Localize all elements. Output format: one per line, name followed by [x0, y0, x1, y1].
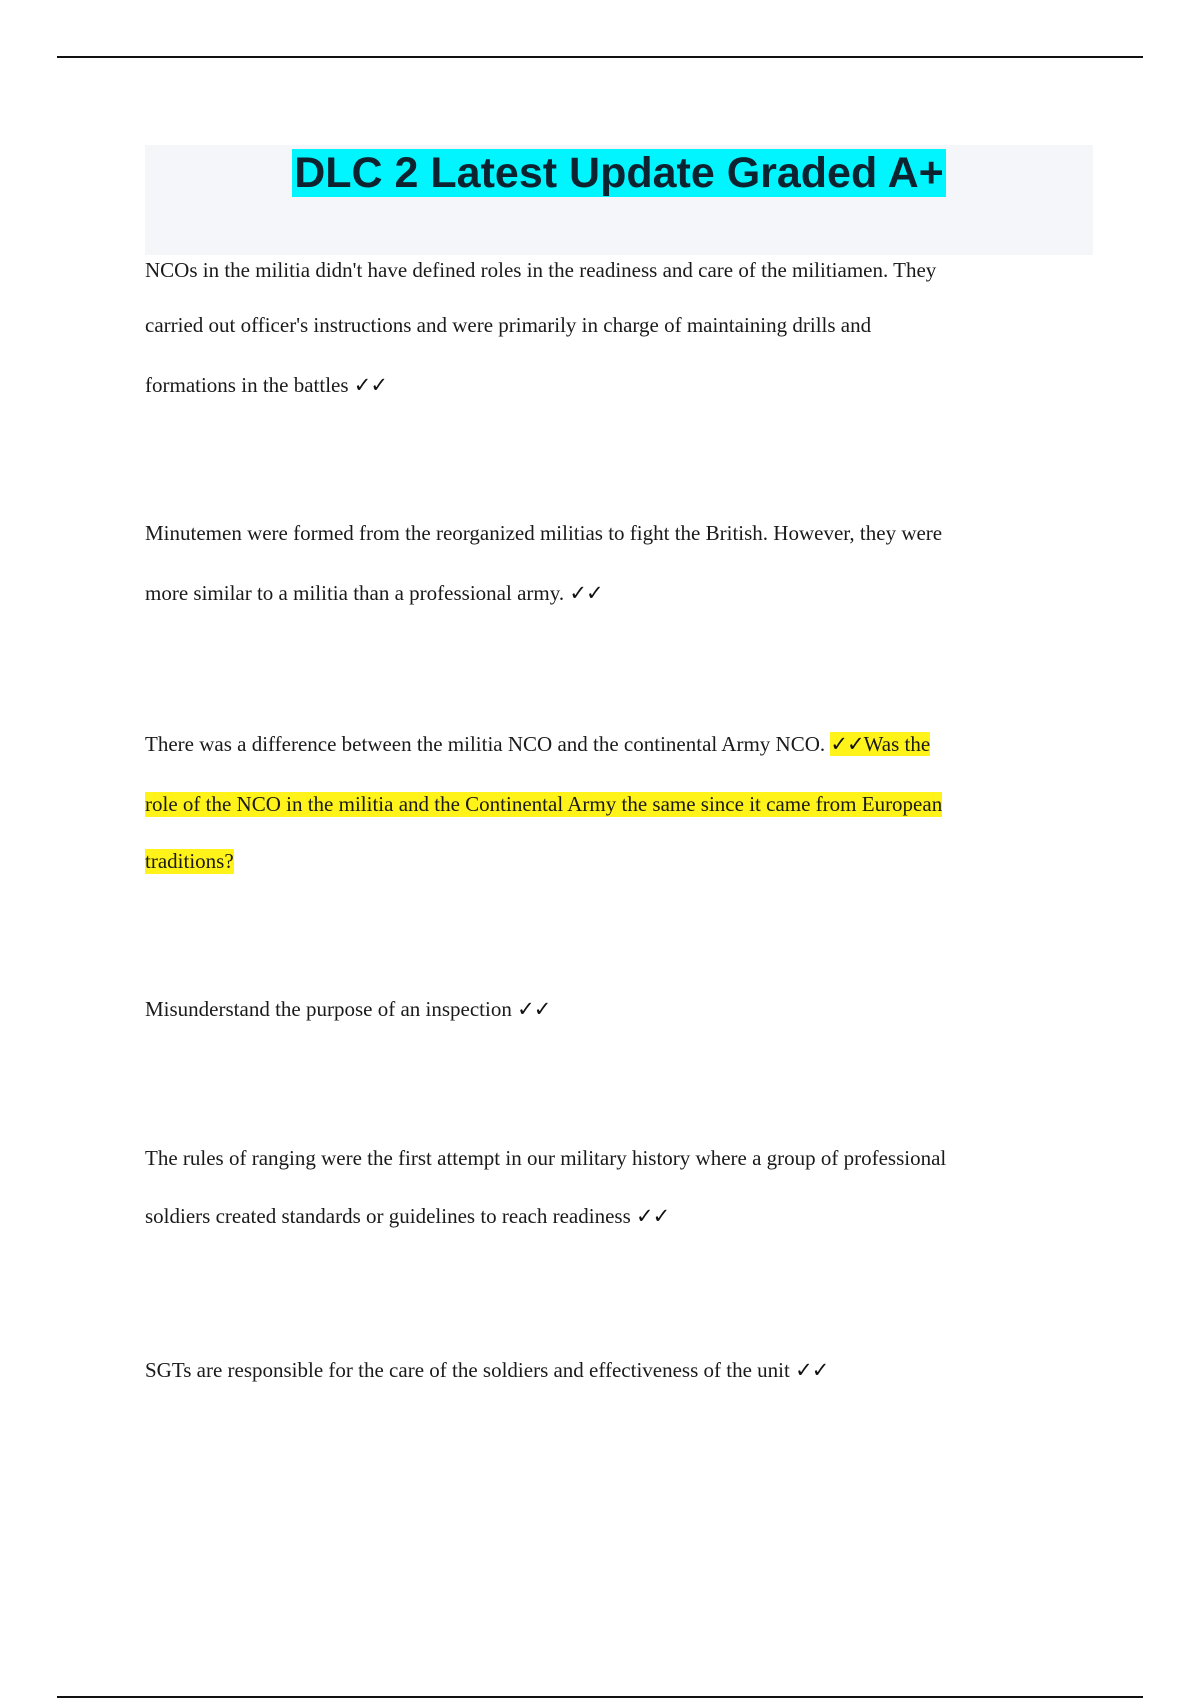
entry-3-highlight-line-3: traditions?: [145, 849, 234, 873]
entry-3-highlight-line-1: Was the: [863, 732, 931, 756]
document-title-text: DLC 2 Latest Update Graded A+: [294, 149, 944, 197]
entry-4-line-1: Misunderstand the purpose of an inspection: [145, 997, 512, 1021]
entry-1-line-3: formations in the battles: [145, 373, 349, 397]
bottom-rule: [57, 1696, 1143, 1698]
entry-1-line-1: NCOs in the militia didn't have defined roles in the readiness and care of the militiamen. They: [145, 258, 937, 282]
entry-1-line-3-wrap: [145, 373, 387, 398]
entry-5-line-2-wrap: [145, 1204, 669, 1229]
entry-4-line-1-wrap: [145, 997, 550, 1022]
double-check-icon: ✓✓: [795, 1358, 829, 1382]
double-check-icon: ✓✓: [636, 1204, 670, 1228]
document-title: [145, 145, 1093, 201]
double-check-icon: ✓✓: [517, 997, 551, 1021]
entry-2-line-1: Minutemen were formed from the reorganized militias to fight the British. However, they were: [145, 521, 943, 545]
double-check-icon: ✓✓: [353, 373, 387, 397]
top-rule: [57, 56, 1143, 58]
entry-3-line-1-wrap: [145, 732, 930, 757]
entry-2-line-2-wrap: [145, 581, 603, 606]
entry-3-line-1: There was a difference between the militia NCO and the continental Army NCO.: [145, 732, 826, 756]
entry-3-highlight-line-2: role of the NCO in the militia and the Continental Army the same since it came from European: [145, 792, 943, 816]
entry-1-line-2: carried out officer's instructions and were primarily in charge of maintaining drills and: [145, 313, 872, 337]
title-band: [145, 145, 1093, 255]
entry-6-line-1: SGTs are responsible for the care of the soldiers and effectiveness of the unit: [145, 1358, 790, 1382]
entry-6-line-1-wrap: [145, 1358, 828, 1383]
entry-2-line-2: more similar to a militia than a professional army.: [145, 581, 565, 605]
double-check-icon: ✓✓: [569, 581, 603, 605]
entry-5-line-2: soldiers created standards or guidelines to reach readiness: [145, 1204, 631, 1228]
double-check-icon: ✓✓: [830, 732, 864, 756]
entry-5-line-1: The rules of ranging were the first attempt in our military history where a group of professional: [145, 1146, 947, 1170]
entry-3-highlight-start: [830, 732, 930, 756]
